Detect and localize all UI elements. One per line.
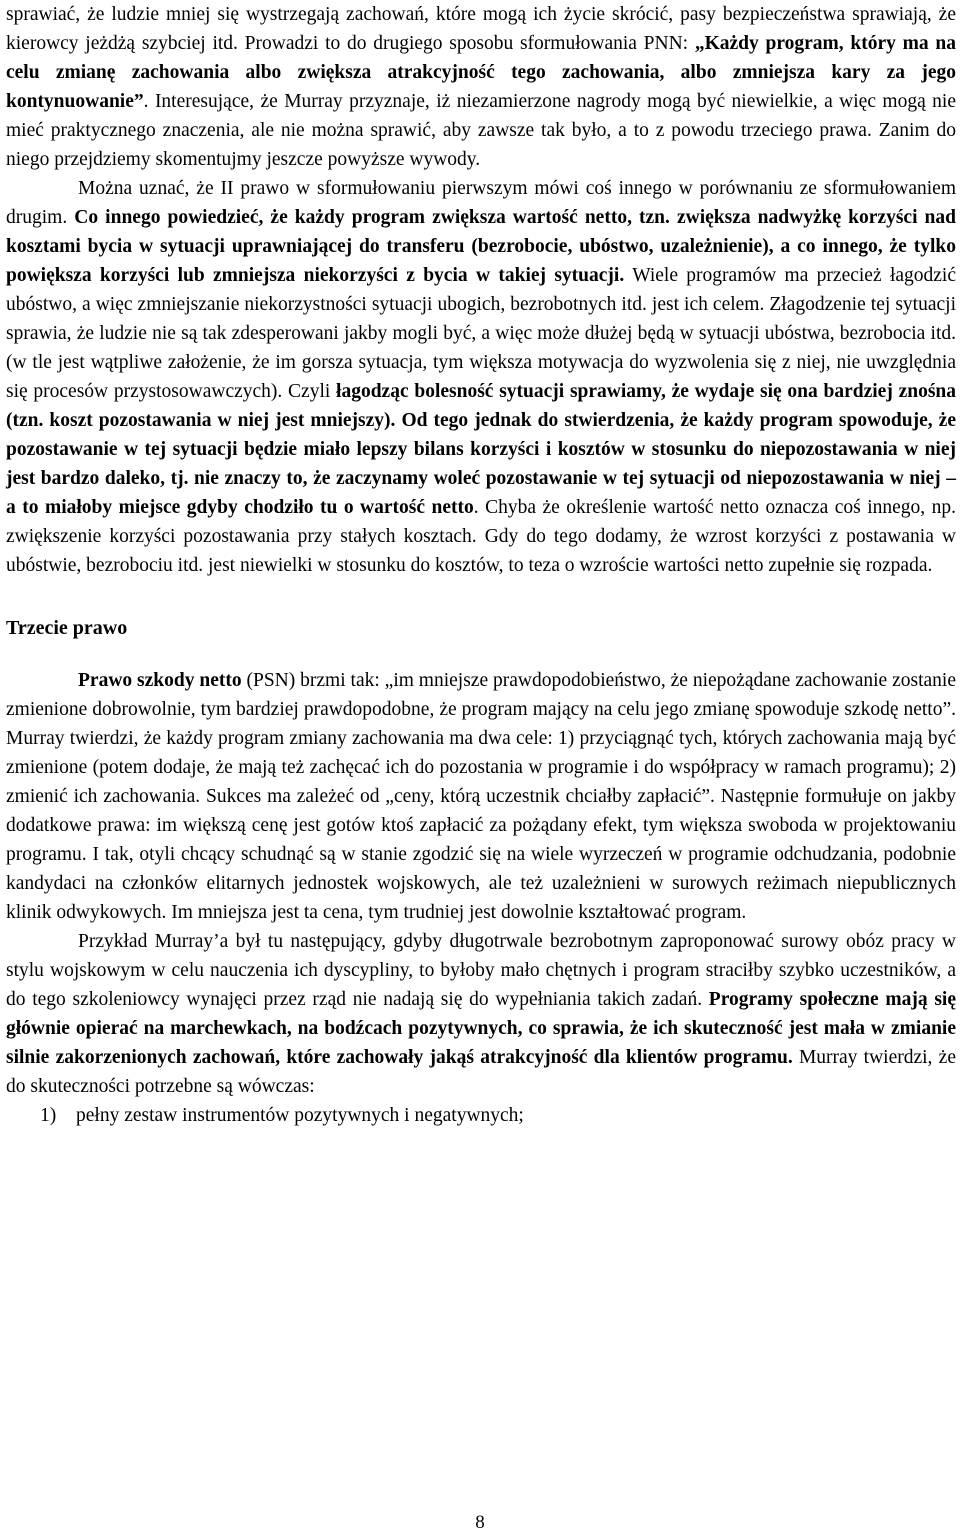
bold-text: Co innego powiedzieć, że każdy program zwiększa wartość netto, tzn. zwiększa nadwyżkę korzyści nad kosztami bycia w sytuacji uprawniającej do transferu (bezrobocie, ubóstwo, uzależnienie), a co innego, że tylko powiększa korzyści lub zmniejsza niekorzyści z bycia w takiej sytuacji.	[6, 207, 956, 286]
text-span: . Interesujące, że Murray przyznaje, iż niezamierzone nagrody mogą być niewielkie, a więc mogą nie mieć praktycznego znaczenia, ale nie można sprawić, aby zawsze tak było, a to z powodu trzeciego prawa. Zanim do niego przejdziemy skomentujmy jeszcze powyższe wywody.	[6, 91, 956, 170]
text-span: Można uznać, że II prawo w sformułowaniu pierwszym mówi coś innego w porównaniu ze sformułowaniem drugim.	[6, 178, 956, 228]
bold-text: „Każdy program, który ma na celu zmianę zachowania albo zwiększa atrakcyjność tego zachowania, albo zmniejsza kary za jego kontynuowanie”	[6, 33, 956, 112]
text-span: Murray twierdzi, że do skuteczności potrzebne są wówczas:	[6, 1047, 956, 1097]
bold-text: Prawo szkody netto	[78, 670, 242, 691]
bold-text: łagodząc bolesność sytuacji sprawiamy, że wydaje się ona bardziej znośna (tzn. koszt pozostawania w niej jest mniejszy). Od tego jednak do stwierdzenia, że każdy program spowoduje, że pozostawanie w tej sytuacji będzie miało lepszy bilans korzyści i kosztów w stosunku do niepozostawania w niej jest bardzo daleko, tj. nie znaczy to, że zaczynamy woleć pozostawanie w tej sytuacji od niepozostawania w niej – a to miałoby miejsce gdyby chodziło tu o wartość netto	[6, 381, 957, 518]
text-span: sprawiać, że ludzie mniej się wystrzegają zachowań, które mogą ich życie skrócić, pasy bezpieczeństwa sprawiają, że kierowcy jeżdżą szybciej itd. Prowadzi to do drugiego sposobu sformułowania PNN:	[6, 4, 956, 54]
paragraph-3	[6, 666, 956, 927]
text-span: Wiele programów ma przecież łagodzić ubóstwo, a więc zmniejszanie niekorzystności sytuacji ubogich, bezrobotnych itd. jest ich celem. Złagodzenie tej sytuacji sprawia, że ludzie nie są tak zdesperowani jakby mogli być, a więc może dłużej będą w sytuacji ubóstwa, bezrobocia itd. (w tle jest wątpliwe założenie, że im gorsza sytuacja, tym większa motywacja do wyzwolenia się z niej, nie uwzględnia się procesów przystosowawczych). Czyli	[6, 265, 956, 402]
document-page	[6, 0, 956, 1130]
list-item-label: 1)	[40, 1105, 57, 1126]
section-heading: Trzecie prawo	[6, 617, 128, 639]
text-span: . Chyba że określenie wartość netto oznacza coś innego, np. zwiększenie korzyści pozostawania przy stałych kosztach. Gdy do tego dodamy, że wzrost korzyści z postawania w ubóstwie, bezrobociu itd. jest niewielki w stosunku do kosztów, to teza o wzroście wartości netto zupełnie się rozpada.	[6, 497, 956, 576]
paragraph-2	[6, 174, 956, 580]
text-span: Przykład Murray’a był tu następujący, gdyby długotrwale bezrobotnym zaproponować surowy obóz pracy w stylu wojskowym w celu nauczenia ich dyscypliny, to byłoby mało chętnych i program straciłby szybko uczestników, a do tego szkoleniowcy wynajęci przez rząd nie nadają się do wypełniania takich zadań.	[6, 931, 956, 1010]
bold-text: Programy społeczne mają się głównie opierać na marchewkach, na bodźcach pozytywnych, co sprawia, że ich skuteczność jest mała w zmianie silnie zakorzenionych zachowań, które zachowały jakąś atrakcyjność dla klientów programu.	[6, 989, 956, 1068]
page-number: 8	[475, 1512, 485, 1533]
paragraph-1	[6, 0, 956, 174]
list-item-text: pełny zestaw instrumentów pozytywnych i negatywnych;	[76, 1105, 524, 1126]
list-item	[40, 1101, 956, 1130]
text-span: (PSN) brzmi tak: „im mniejsze prawdopodobieństwo, że niepożądane zachowanie zostanie zmienione dobrowolnie, tym bardziej prawdopodobne, że program mający na celu jego zmianę spowoduje szkodę netto”. Murray twierdzi, że każdy program zmiany zachowania ma dwa cele: 1) przyciągnąć tych, których zachowania mają być zmienione (potem dodaje, że mają też zachęcać ich do pozostania w programie i do współpracy w ramach programu); 2) zmienić ich zachowania. Sukces ma zależeć od „ceny, którą uczestnik chciałby zapłacić”. Następnie formułuje on jakby dodatkowe prawa: im większą cenę jest gotów ktoś zapłacić za pożądany efekt, tym większa swoboda w projektowaniu programu. I tak, otyli chcący schudnąć są w stanie zgodzić się na wiele wyrzeczeń w programie odchudzania, podobnie kandydaci na członków elitarnych jednostek wojskowych, ale też uzależnieni w surowych reżimach niepublicznych klinik odwykowych. Im mniejsza jest ta cena, tym trudniej jest dowolnie kształtować program.	[6, 670, 956, 923]
numbered-list	[6, 1101, 956, 1130]
paragraph-4	[6, 927, 956, 1101]
